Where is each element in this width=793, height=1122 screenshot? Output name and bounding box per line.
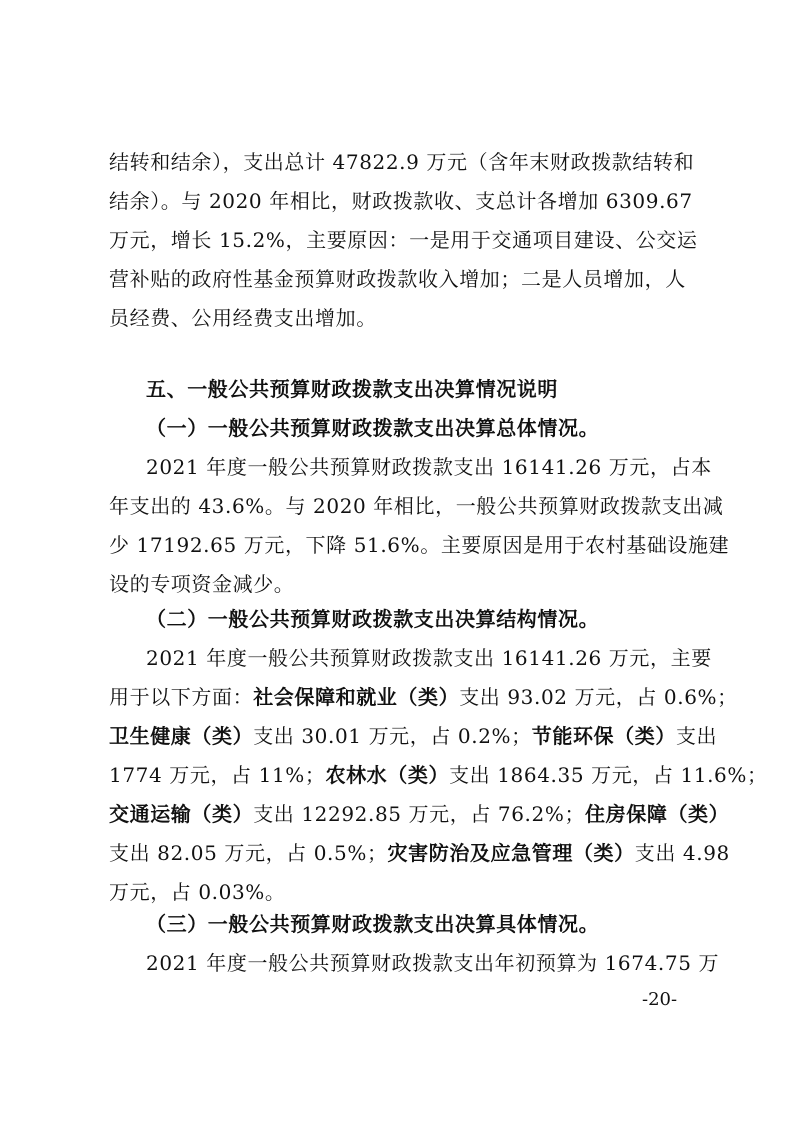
- subsection-line: [109, 760, 768, 790]
- subsection-heading: （二）一般公共预算财政拨款支出决算结构情况。: [146, 607, 600, 631]
- subsection-line: [109, 838, 730, 868]
- category-label: 节能环保（类）: [531, 724, 676, 748]
- category-label: 农林水（类）: [325, 763, 450, 787]
- subsection-line: 万元，占 0.03%。: [109, 880, 286, 904]
- category-label: 住房保障（类）: [585, 802, 730, 826]
- paragraph-line: 结转和结余），支出总计 47822.9 万元（含年末财政拨款结转和: [109, 150, 695, 174]
- paragraph-line: 万元，增长 15.2%，主要原因：一是用于交通项目建设、公交运: [109, 228, 698, 252]
- subsection-line: [109, 721, 717, 751]
- paragraph-line: 结余）。与 2020 年相比，财政拨款收、支总计各增加 6309.67: [109, 189, 693, 213]
- section-heading: 五、一般公共预算财政拨款支出决算情况说明: [146, 377, 558, 401]
- subsection-heading: （三）一般公共预算财政拨款支出决算具体情况。: [146, 912, 600, 936]
- text-fragment: 1774 万元，占 11%；: [109, 763, 326, 787]
- text-fragment: 支出 1864.35 万元，占 11.6%；: [449, 763, 768, 787]
- subsection-line: [109, 682, 738, 712]
- paragraph-line: 员经费、公用经费支出增加。: [109, 306, 377, 330]
- text-fragment: 支出 30.01 万元，占 0.2%；: [253, 724, 532, 748]
- text-fragment: 支出 12292.85 万元，占 76.2%；: [253, 802, 586, 826]
- subsection-line: 设的专项资金减少。: [109, 572, 295, 596]
- category-label: 灾害防治及应急管理（类）: [387, 841, 635, 865]
- text-fragment: 支出 82.05 万元，占 0.5%；: [109, 841, 388, 865]
- text-fragment: 支出 4.98: [634, 841, 730, 865]
- category-label: 卫生健康（类）: [109, 724, 254, 748]
- subsection-heading: （一）一般公共预算财政拨款支出决算总体情况。: [146, 416, 600, 440]
- paragraph-line: 营补贴的政府性基金预算财政拨款收入增加；二是人员增加，人: [109, 267, 686, 291]
- category-label: 社会保障和就业（类）: [253, 685, 460, 709]
- subsection-line: 2021 年度一般公共预算财政拨款支出年初预算为 1674.75 万: [146, 951, 720, 975]
- category-label: 交通运输（类）: [109, 802, 254, 826]
- subsection-line: 2021 年度一般公共预算财政拨款支出 16141.26 万元，占本: [146, 455, 712, 479]
- subsection-line: 少 17192.65 万元，下降 51.6%。主要原因是用于农村基础设施建: [109, 533, 730, 557]
- text-fragment: 用于以下方面：: [109, 685, 254, 709]
- text-fragment: 支出 93.02 万元，占 0.6%；: [459, 685, 738, 709]
- text-fragment: 支出: [675, 724, 718, 748]
- subsection-line: [109, 799, 729, 829]
- subsection-line: 2021 年度一般公共预算财政拨款支出 16141.26 万元，主要: [146, 646, 712, 670]
- subsection-line: 年支出的 43.6%。与 2020 年相比，一般公共预算财政拨款支出减: [109, 494, 724, 518]
- page-number: -20-: [642, 989, 678, 1010]
